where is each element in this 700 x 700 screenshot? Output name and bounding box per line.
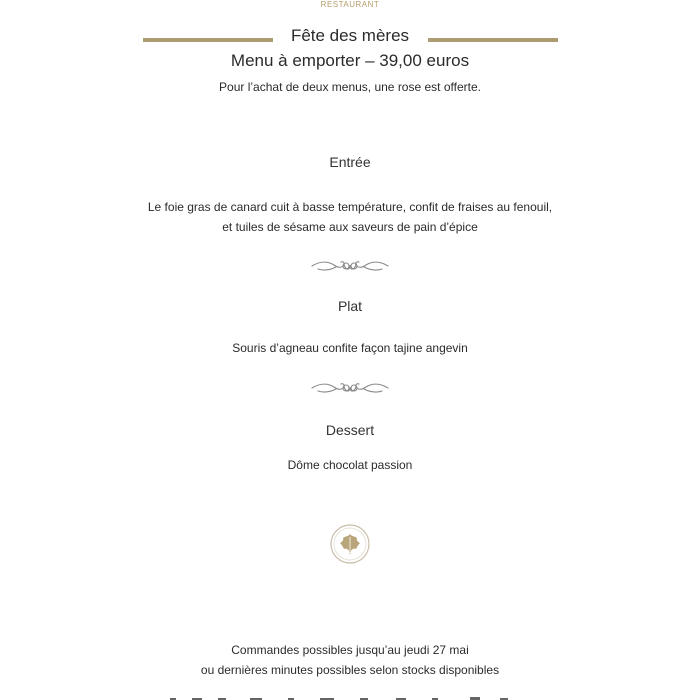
menu-title: Fête des mères — [290, 26, 410, 45]
dessert-heading: Dessert — [325, 422, 375, 438]
offer-note: Pour l’achat de deux menus, une rose est offerte. — [219, 80, 481, 94]
restaurant-label: RESTAURANT — [320, 0, 380, 9]
entree-heading: Entrée — [329, 154, 371, 170]
dessert-line-1: Dôme chocolat passion — [287, 458, 413, 472]
ornamental-flourish-icon — [310, 255, 390, 275]
leaf-emblem-icon — [329, 523, 371, 565]
partial-text-line — [170, 694, 530, 700]
footer-line-2: ou dernières minutes possibles selon stocks disponibles — [200, 663, 500, 677]
menu-subtitle: Menu à emporter – 39,00 euros — [230, 51, 470, 70]
ornamental-flourish-icon — [310, 377, 390, 397]
plat-line-1: Souris d’agneau confite façon tajine angevin — [232, 341, 468, 355]
entree-line-1: Le foie gras de canard cuit à basse température, confit de fraises au fenouil, — [147, 200, 553, 214]
footer-line-1: Commandes possibles jusqu’au jeudi 27 mai — [231, 643, 469, 657]
entree-line-2: et tuiles de sésame aux saveurs de pain d’épice — [222, 220, 478, 234]
plat-heading: Plat — [337, 298, 363, 314]
